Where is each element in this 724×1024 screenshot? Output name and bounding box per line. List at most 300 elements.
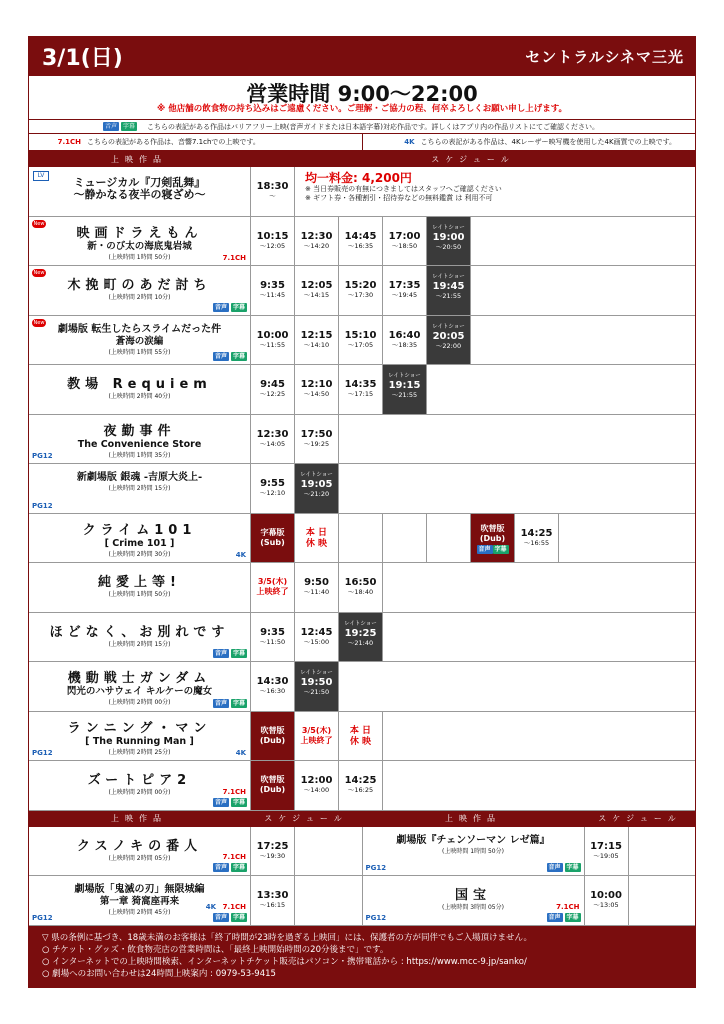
start-time: 10:00 bbox=[590, 890, 622, 901]
showtime[interactable] bbox=[339, 266, 383, 315]
showtime[interactable] bbox=[339, 316, 383, 365]
screening-end-label bbox=[295, 712, 339, 761]
late-show-label: レイトショー bbox=[388, 373, 421, 379]
end-time: 〜16:15 bbox=[259, 901, 286, 909]
start-time: 12:30 bbox=[256, 428, 289, 440]
start-time: 19:05 bbox=[300, 479, 333, 490]
no-show-2: 休 映 bbox=[305, 538, 328, 549]
audio-guide-icon: 音声 bbox=[478, 545, 491, 553]
bottom-column-left bbox=[29, 827, 363, 926]
movie-title-cell bbox=[29, 316, 251, 365]
showtime[interactable] bbox=[251, 827, 295, 876]
running-time: (上映時間 2時間 25分) bbox=[108, 748, 171, 756]
running-time: (上映時間 2時間 00分) bbox=[108, 789, 171, 796]
end-date: 3/5(木) bbox=[301, 725, 332, 735]
movie-subtitle: 閃光のハサウェイ キルケーの魔女 bbox=[66, 686, 213, 697]
movie-row bbox=[29, 827, 362, 877]
movie-row bbox=[29, 563, 695, 613]
audio-guide-icon: 音声 bbox=[104, 123, 117, 130]
schedule-cells bbox=[251, 365, 695, 414]
start-time: 19:15 bbox=[388, 380, 421, 391]
rating-badge: PG12 bbox=[32, 501, 53, 510]
showtime[interactable] bbox=[585, 876, 629, 925]
end-time: 〜18:50 bbox=[391, 241, 418, 250]
bottom-grid bbox=[28, 827, 696, 926]
movie-title-cell bbox=[29, 365, 251, 414]
movie-row bbox=[29, 712, 695, 762]
dub-sub: (Dub) bbox=[259, 735, 286, 745]
start-time: 16:40 bbox=[388, 329, 421, 341]
empty-slot bbox=[383, 514, 427, 563]
audio-guide-icon: 音声 bbox=[548, 913, 561, 921]
end-time: 〜18:35 bbox=[391, 340, 418, 349]
start-time: 19:25 bbox=[344, 627, 377, 639]
start-time: 19:45 bbox=[432, 281, 465, 292]
late-show-label: レイトショー bbox=[300, 472, 333, 478]
movie-row bbox=[363, 876, 696, 926]
start-time: 17:50 bbox=[300, 428, 333, 440]
special-subtitle: 〜静かなる夜半の寝ざめ〜 bbox=[73, 188, 206, 201]
movie-title-cell bbox=[29, 563, 251, 612]
running-time: (上映時間 2時間 05分) bbox=[108, 854, 171, 862]
running-time: (上映時間 2時間 00分) bbox=[108, 699, 171, 706]
sub-sub: (Sub) bbox=[260, 537, 285, 547]
end-text: 上映終了 bbox=[300, 735, 333, 745]
subtitle-icon: 字幕 bbox=[122, 123, 135, 130]
end-time: 〜17:15 bbox=[347, 390, 374, 398]
special-info: 均一料金: 4,200円 ※ 当日券販売の有無につきましてはスタッフへご確認ください ※ ギフト券・各種割引・招待券などの無料鑑賞 は 利用不可 bbox=[305, 171, 502, 202]
no-show-2: 休 映 bbox=[349, 736, 372, 747]
end-time: 〜19:45 bbox=[391, 291, 418, 299]
subtitle-icon: 字幕 bbox=[232, 650, 245, 657]
subtitle-icon: 字幕 bbox=[494, 545, 507, 553]
showtime[interactable] bbox=[339, 365, 383, 414]
start-time: 12:15 bbox=[300, 329, 333, 341]
end-time: 〜14:15 bbox=[303, 291, 330, 299]
movie-title-cell bbox=[363, 876, 585, 925]
end-time: 〜19:05 bbox=[593, 851, 619, 860]
k4-badge: 4K bbox=[205, 902, 216, 911]
new-badge-icon: New bbox=[33, 220, 45, 227]
start-time: 17:25 bbox=[256, 840, 289, 852]
end-time: 〜19:25 bbox=[303, 439, 330, 448]
start-time: 12:45 bbox=[300, 626, 333, 638]
end-time: 〜21:20 bbox=[303, 490, 330, 498]
movie-row bbox=[29, 876, 362, 926]
start-time: 16:50 bbox=[344, 577, 377, 588]
showtime[interactable] bbox=[251, 662, 295, 711]
schedule-cells bbox=[251, 415, 695, 464]
movie-title: ランニング・マン bbox=[67, 720, 212, 736]
barrier-free-icons bbox=[213, 303, 247, 312]
movie-subtitle: The Convenience Store bbox=[77, 438, 202, 450]
header bbox=[28, 36, 696, 76]
barrier-free-icons bbox=[471, 544, 514, 554]
no-show-label bbox=[295, 514, 339, 563]
ch71-badge: 7.1CH bbox=[222, 853, 246, 861]
showtime[interactable] bbox=[251, 365, 295, 414]
movie-title: 純愛上等! bbox=[98, 575, 181, 590]
movie-title-cell bbox=[29, 712, 251, 761]
movie-title-cell bbox=[29, 514, 251, 563]
movie-title-cell bbox=[29, 876, 251, 925]
barrier-free-icons bbox=[103, 122, 137, 131]
end-time: 〜14:10 bbox=[303, 340, 330, 349]
running-time: (上映時間 1時間 50分) bbox=[108, 253, 171, 261]
movie-row bbox=[29, 464, 695, 514]
new-badge-icon: New bbox=[33, 319, 45, 326]
running-time: (上映時間 1時間 50分) bbox=[442, 847, 504, 855]
showtime[interactable] bbox=[585, 827, 629, 876]
rating-badge: PG12 bbox=[32, 913, 53, 922]
dub-sub: (Dub) bbox=[479, 533, 506, 543]
showtime[interactable] bbox=[295, 316, 339, 365]
dub-label: 吹替版 bbox=[480, 523, 505, 533]
end-time: 〜13:05 bbox=[593, 901, 619, 909]
movie-title-cell bbox=[29, 613, 251, 662]
end-time: 〜17:30 bbox=[347, 291, 374, 299]
start-time: 14:35 bbox=[344, 379, 377, 390]
end-text: 上映終了 bbox=[256, 587, 289, 596]
showtime[interactable] bbox=[251, 415, 295, 464]
end-time: 〜20:50 bbox=[435, 242, 462, 251]
start-time: 17:35 bbox=[388, 280, 421, 291]
showtime[interactable] bbox=[251, 316, 295, 365]
start-time: 10:15 bbox=[256, 230, 289, 242]
schedule-cells bbox=[251, 464, 695, 513]
movie-subtitle: 蒼海の涙編 bbox=[115, 335, 164, 347]
schedule-grid bbox=[28, 167, 696, 811]
movie-title-cell bbox=[29, 827, 251, 876]
start-time: 14:45 bbox=[344, 230, 377, 242]
rating-badge: PG12 bbox=[32, 452, 53, 460]
audio-guide-icon: 音声 bbox=[214, 353, 227, 360]
movie-title-cell bbox=[29, 415, 251, 464]
showtime[interactable] bbox=[251, 266, 295, 315]
k4-badge: 4K bbox=[235, 749, 246, 757]
showtime[interactable] bbox=[295, 761, 339, 810]
running-time: (上映時間 2時間 15分) bbox=[108, 485, 171, 492]
audio-guide-icon: 音声 bbox=[214, 913, 227, 921]
start-time: 9:35 bbox=[260, 280, 285, 291]
late-showtime[interactable] bbox=[427, 217, 471, 266]
schedule-cells bbox=[251, 662, 695, 711]
showtime[interactable] bbox=[295, 613, 339, 662]
movie-title: 劇場版 転生したらスライムだった件 bbox=[57, 323, 222, 335]
movie-title: 木挽町のあだ討ち bbox=[67, 278, 212, 293]
running-time: (上映時間 1時間 35分) bbox=[108, 451, 171, 459]
start-time: 17:15 bbox=[590, 840, 622, 852]
no-show-1: 本 日 bbox=[349, 725, 372, 736]
movie-title: 劇場版『チェンソーマン レゼ篇』 bbox=[396, 834, 550, 846]
end-time: 〜11:50 bbox=[259, 637, 286, 646]
empty-slot bbox=[427, 514, 471, 563]
end-time: 〜16:25 bbox=[347, 786, 374, 794]
movie-row bbox=[29, 266, 695, 316]
running-time: (上映時間 2時間 10分) bbox=[108, 294, 171, 301]
outside-food-notice: ※ 他店舗の飲食物の持ち込みはご遠慮ください。ご理解・ご協力の程、何卒よろしくお願い申し上げます。 bbox=[156, 104, 568, 114]
movie-title: 教場 Requiem bbox=[67, 377, 212, 392]
schedule-cells bbox=[251, 563, 695, 612]
start-time: 12:05 bbox=[300, 280, 333, 291]
end-time: 〜12:10 bbox=[259, 489, 286, 497]
start-time: 9:55 bbox=[260, 478, 285, 489]
start-time: 15:20 bbox=[344, 280, 377, 291]
running-time: (上映時間 3時間 05分) bbox=[442, 904, 504, 911]
showtime[interactable] bbox=[295, 415, 339, 464]
dub-sub: (Dub) bbox=[259, 785, 286, 794]
start-time: 19:00 bbox=[432, 231, 465, 243]
bottom-column-right bbox=[363, 827, 696, 926]
start-time: 10:00 bbox=[256, 329, 289, 341]
barrier-free-icons bbox=[213, 798, 247, 807]
late-show-label: レイトショー bbox=[432, 224, 465, 231]
end-time: 〜21:50 bbox=[303, 688, 330, 696]
movie-title: クライム101 bbox=[82, 522, 197, 538]
showtime[interactable] bbox=[251, 464, 295, 513]
end-time: 〜21:55 bbox=[435, 292, 462, 300]
barrier-free-icons bbox=[213, 699, 247, 708]
movie-title-cell bbox=[29, 761, 251, 810]
end-time: 〜16:55 bbox=[523, 538, 550, 547]
movie-subtitle: [ Crime 101 ] bbox=[104, 537, 175, 549]
rating-badge: PG12 bbox=[365, 913, 387, 922]
late-show-label: レイトショー bbox=[432, 323, 465, 330]
movie-row bbox=[29, 514, 695, 564]
hours-title: 営業時間 9:00〜22:00 bbox=[246, 82, 478, 106]
late-showtime[interactable] bbox=[295, 464, 339, 513]
end-date: 3/5(木) bbox=[257, 577, 288, 586]
audio-guide-icon: 音声 bbox=[548, 864, 561, 871]
movie-row bbox=[363, 827, 696, 877]
ch71-badge: 7.1CH bbox=[222, 902, 246, 911]
end-time: 〜21:55 bbox=[391, 391, 418, 399]
running-time: (上映時間 1時間 55分) bbox=[108, 348, 171, 356]
schedule-cells bbox=[251, 316, 695, 365]
no-show-1: 本 日 bbox=[305, 527, 328, 538]
running-time: (上映時間 2時間 40分) bbox=[108, 393, 171, 400]
showtime[interactable] bbox=[251, 876, 295, 925]
showtime[interactable] bbox=[383, 217, 427, 266]
sub-label: 字幕版 bbox=[260, 527, 285, 537]
showtime[interactable] bbox=[295, 365, 339, 414]
showtime[interactable] bbox=[515, 514, 559, 563]
showtime[interactable] bbox=[339, 563, 383, 612]
start-time: 9:50 bbox=[304, 577, 329, 588]
end-time: 〜14:00 bbox=[303, 786, 330, 794]
sub-version-label bbox=[251, 514, 295, 563]
showtime[interactable] bbox=[383, 266, 427, 315]
no-show-label bbox=[339, 712, 383, 761]
movie-title: 劇場版「鬼滅の刃」無限城編 bbox=[74, 884, 205, 895]
showtime[interactable] bbox=[383, 316, 427, 365]
ch71-badge: 7.1CH bbox=[556, 902, 580, 911]
movie-title: 国宝 bbox=[454, 888, 491, 903]
end-time: 〜19:30 bbox=[259, 851, 286, 860]
special-title: ミュージカル『刀剣乱舞』 bbox=[73, 176, 206, 189]
live-viewing-icon: LV bbox=[33, 171, 49, 181]
movie-title-cell bbox=[29, 217, 251, 266]
start-time: 15:10 bbox=[344, 329, 377, 341]
audio-guide-icon: 音声 bbox=[214, 864, 227, 871]
audio-guide-icon: 音声 bbox=[214, 303, 227, 311]
legend-notes bbox=[28, 120, 696, 151]
start-time: 12:30 bbox=[300, 230, 333, 242]
end-time: 〜12:05 bbox=[259, 241, 286, 250]
subtitle-icon: 字幕 bbox=[566, 913, 579, 921]
barrier-free-note bbox=[29, 120, 695, 134]
late-showtime[interactable] bbox=[295, 662, 339, 711]
showtime[interactable] bbox=[339, 217, 383, 266]
end-time: 〜14:05 bbox=[259, 439, 286, 448]
showtime[interactable] bbox=[251, 613, 295, 662]
timetable-sheet bbox=[28, 36, 696, 988]
barrier-free-icons bbox=[547, 913, 581, 922]
movie-title-cell bbox=[363, 827, 585, 876]
special-row bbox=[29, 167, 695, 217]
subtitle-icon: 字幕 bbox=[232, 699, 245, 707]
ch71-badge: 7.1CH bbox=[222, 787, 246, 796]
end-time: 〜12:25 bbox=[259, 390, 286, 398]
movie-title: 映画ドラえもん bbox=[76, 225, 203, 241]
running-time: (上映時間 1時間 50分) bbox=[108, 591, 171, 598]
schedule-cells bbox=[251, 761, 695, 810]
end-time: 〜18:40 bbox=[347, 588, 374, 596]
barrier-free-icons bbox=[547, 863, 581, 872]
showtime[interactable] bbox=[295, 563, 339, 612]
audio-guide-icon: 音声 bbox=[214, 699, 227, 707]
movie-row bbox=[29, 415, 695, 465]
special-showtime[interactable]: 18:30 〜 bbox=[251, 167, 295, 216]
subtitle-icon: 字幕 bbox=[232, 913, 245, 921]
movie-row bbox=[29, 662, 695, 712]
dub-version-label bbox=[251, 712, 295, 761]
schedule-cells bbox=[251, 217, 695, 266]
movie-subtitle: 新・のび太の海底鬼岩城 bbox=[87, 240, 192, 252]
date-title: 3/1(日) bbox=[42, 46, 123, 71]
end-time: 〜17:05 bbox=[347, 340, 374, 349]
movie-subtitle: [ The Running Man ] bbox=[85, 735, 194, 747]
movie-title-cell bbox=[29, 464, 251, 513]
end-time: 〜14:20 bbox=[303, 241, 330, 250]
audio-guide-icon: 音声 bbox=[214, 798, 227, 806]
showtime[interactable] bbox=[295, 266, 339, 315]
movie-title: 機動戦士ガンダム bbox=[67, 671, 212, 686]
dub-version-label bbox=[251, 761, 295, 810]
showtime[interactable] bbox=[339, 761, 383, 810]
barrier-free-icons bbox=[213, 352, 247, 361]
section-bar: 上映作品 スケジュール bbox=[28, 151, 696, 167]
section-bar-2: 上映作品 スケジュール 上映作品 スケジュール bbox=[28, 811, 696, 827]
schedule-cells bbox=[251, 266, 695, 315]
empty-slot bbox=[339, 514, 383, 563]
start-time: 12:00 bbox=[300, 775, 333, 786]
ch71-badge: 7.1CH bbox=[222, 254, 246, 262]
barrier-free-icons bbox=[213, 863, 247, 872]
late-showtime[interactable] bbox=[427, 266, 471, 315]
movie-title-cell bbox=[29, 266, 251, 315]
start-time: 9:45 bbox=[260, 379, 285, 390]
barrier-free-icons bbox=[213, 913, 247, 922]
start-time: 20:05 bbox=[432, 330, 465, 342]
start-time: 17:00 bbox=[388, 230, 421, 242]
barrier-free-text: こちらの表記がある作品はバリアフリー上映(音声ガイドまたは日本語字幕)対応作品です。詳しくはアプリ内の作品リストにてご確認ください。 bbox=[147, 122, 599, 131]
start-time: 14:25 bbox=[344, 775, 377, 786]
dub-label: 吹替版 bbox=[260, 725, 285, 735]
movie-row bbox=[29, 316, 695, 366]
end-time: 〜15:00 bbox=[303, 637, 330, 646]
end-time: 〜11:45 bbox=[259, 291, 286, 299]
running-time: (上映時間 2時間 15分) bbox=[108, 640, 171, 648]
movie-title: 新劇場版 銀魂 -吉原大炎上- bbox=[76, 472, 203, 483]
movie-title-cell bbox=[29, 662, 251, 711]
theater-logo: セントラルシネマ三光 bbox=[525, 48, 684, 66]
special-price: 均一料金: 4,200円 bbox=[305, 171, 412, 185]
dub-label: 吹替版 bbox=[260, 775, 285, 784]
movie-title: 夜勤事件 bbox=[103, 423, 176, 439]
rating-badge: PG12 bbox=[365, 864, 387, 872]
start-time: 19:50 bbox=[300, 677, 333, 688]
end-time: 〜16:30 bbox=[259, 687, 286, 695]
audio-guide-icon: 音声 bbox=[214, 650, 227, 657]
late-show-label: レイトショー bbox=[300, 670, 333, 676]
subtitle-icon: 字幕 bbox=[232, 864, 245, 871]
k4-badge: 4K bbox=[235, 551, 246, 559]
movie-row bbox=[29, 217, 695, 267]
subtitle-icon: 字幕 bbox=[232, 798, 245, 806]
late-showtime[interactable] bbox=[427, 316, 471, 365]
start-time: 13:30 bbox=[256, 890, 289, 901]
start-time: 12:10 bbox=[300, 379, 333, 390]
new-badge-icon: New bbox=[33, 270, 45, 276]
end-time: 〜16:35 bbox=[347, 241, 374, 250]
schedule-cells bbox=[251, 514, 695, 563]
end-time: 〜11:55 bbox=[259, 340, 286, 349]
end-time: 〜22:00 bbox=[435, 341, 462, 350]
ch71-note: 7.1CH こちらの表記がある作品は、音響7.1chでの上映です。 bbox=[29, 134, 363, 150]
rating-badge: PG12 bbox=[32, 749, 53, 757]
movie-title: クスノキの番人 bbox=[76, 838, 203, 854]
dub-version-label bbox=[471, 514, 515, 563]
movie-row bbox=[29, 365, 695, 415]
running-time: (上映時間 2時間 45分) bbox=[108, 909, 171, 916]
late-show-label: レイトショー bbox=[432, 274, 465, 280]
screening-end-label bbox=[251, 563, 295, 612]
end-time: 〜11:40 bbox=[303, 588, 330, 596]
late-showtime[interactable] bbox=[339, 613, 383, 662]
movie-row bbox=[29, 613, 695, 663]
late-showtime[interactable] bbox=[383, 365, 427, 414]
subtitle-icon: 字幕 bbox=[232, 353, 245, 360]
footer-notes: ▽ 県の条例に基づき、18歳未満のお客様は「終了時間が23時を過ぎる上映回」には、保護者の方が同伴でもご入場頂けません。 ○ チケット・グッズ・飲食物売店の営業時間は、「最終上映開始時間の20分後まで」です。 ○ インターネットでの上映時間検索、インターネットチケット販売はパソコン・携帯電話から : https://www.mcc-9.jp/sanko/ ○ 劇場へのお問い合わせは24時間上映案内 : 0979-53-9415 bbox=[28, 926, 696, 988]
movie-title: ズートピア2 bbox=[87, 773, 192, 788]
movie-title: ほどなく、お別れです bbox=[49, 624, 230, 640]
start-time: 14:30 bbox=[256, 676, 289, 687]
business-hours bbox=[28, 76, 696, 120]
schedule-cells bbox=[251, 613, 695, 662]
barrier-free-icons bbox=[213, 649, 247, 658]
subtitle-icon: 字幕 bbox=[232, 303, 245, 311]
movie-row bbox=[29, 761, 695, 811]
schedule-cells bbox=[251, 712, 695, 761]
k4-note: 4K こちらの表記がある作品は、4Kレーザー映写機を使用した4K画質での上映です。 bbox=[404, 138, 677, 146]
showtime[interactable] bbox=[251, 217, 295, 266]
late-show-label: レイトショー bbox=[344, 620, 377, 627]
start-time: 9:35 bbox=[260, 626, 285, 638]
showtime[interactable] bbox=[295, 217, 339, 266]
start-time: 14:25 bbox=[520, 527, 553, 539]
end-time: 〜14:50 bbox=[303, 390, 330, 398]
